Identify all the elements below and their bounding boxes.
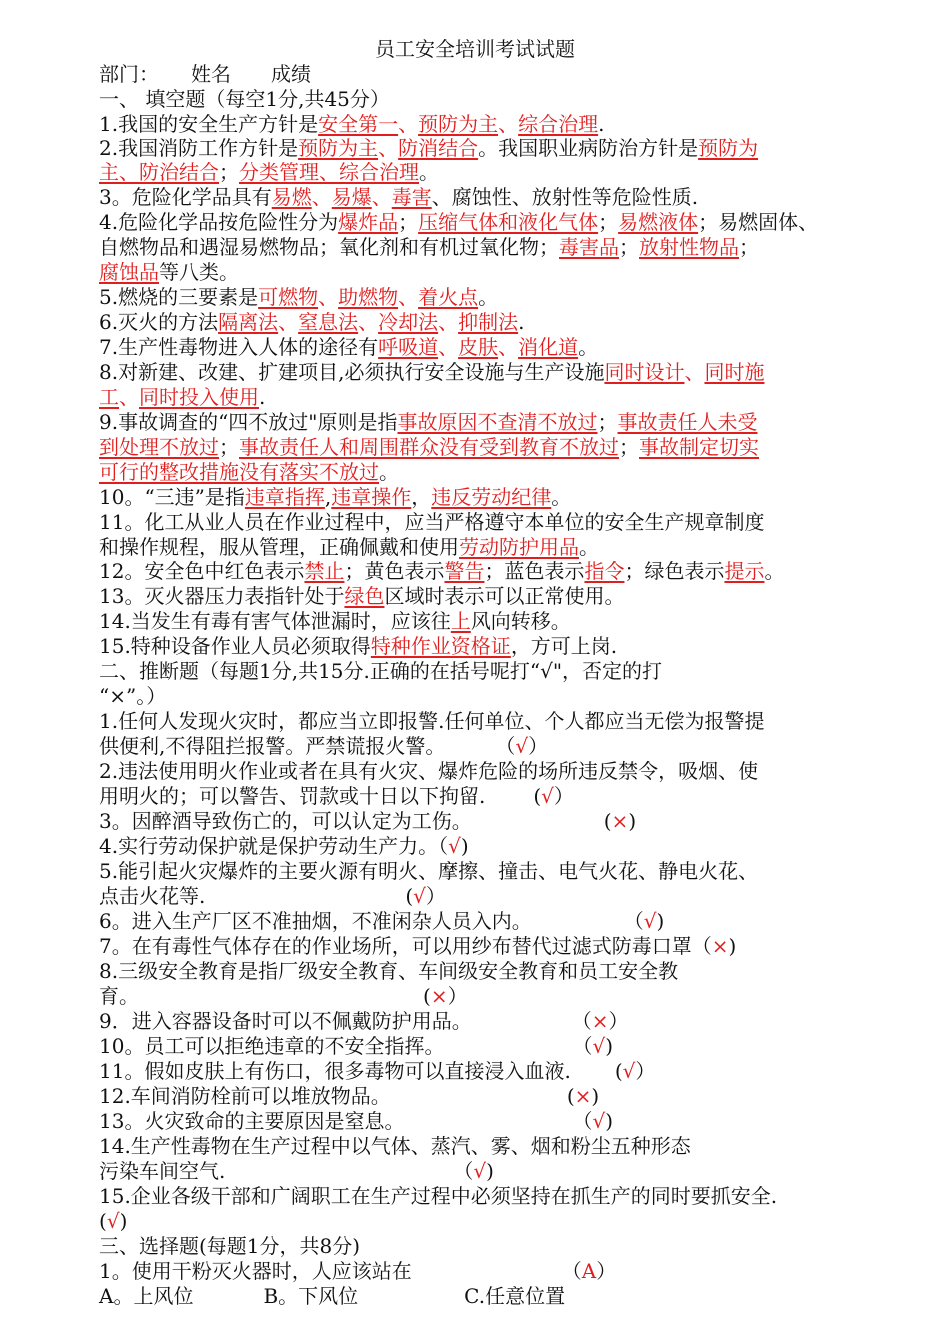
judge-question-14-cont [99, 1159, 494, 1184]
choice-question-1 [99, 1259, 616, 1284]
dept-label: 部门： [99, 62, 159, 86]
fill-question-8-cont [99, 385, 265, 410]
judge-question-15: 15.企业各级干部和广阔职工在生产过程中必须坚持在抓生产的同时要抓安全. [99, 1184, 778, 1208]
fill-question-4-cont2 [99, 260, 239, 285]
answer: 预防为主 [418, 112, 499, 136]
separator: 、 [278, 310, 299, 334]
paren: （ [438, 834, 449, 858]
answer: 消化道 [518, 335, 579, 359]
q-text: 。 [764, 559, 785, 583]
judge-question-8: 8.三级安全教育是指厂级安全教育、车间级安全教育和员工安全教 [99, 959, 679, 983]
q-text: 7.生产性毒物进入人体的途径有 [99, 335, 379, 359]
paren: ） [425, 884, 446, 908]
separator: ， [411, 485, 432, 509]
q-text: 污染车间空气. [99, 1159, 226, 1183]
answer: 隔离法 [218, 310, 279, 334]
paren: ） [608, 1009, 629, 1033]
answer-mark: A [581, 1259, 597, 1283]
q-text: 6。进入生产厂区不准抽烟，不准闲杂人员入内。 [99, 909, 532, 933]
judge-question-10 [99, 1034, 613, 1059]
answer: 防消结合 [398, 136, 479, 160]
answer: 分类管理、综合治理 [239, 160, 419, 184]
q-text: 。 [578, 335, 599, 359]
answer: 违章操作 [331, 485, 412, 509]
answer: 爆炸品 [338, 210, 399, 234]
answer: 可行的整改措施没有落实不放过 [99, 460, 379, 484]
paren: （ [691, 934, 712, 958]
q-text: 。 [551, 485, 572, 509]
paren: ) [605, 1034, 614, 1058]
q-text: 。 [579, 535, 599, 559]
answer: 同时施 [704, 360, 765, 384]
q-text: 1。使用干粉灭火器时，人应该站在 [99, 1259, 412, 1283]
q-text: 12。安全色中红色表示 [99, 559, 305, 583]
q-text: 。 [478, 285, 499, 309]
answer-mark: √ [592, 1034, 606, 1058]
fill-question-14 [99, 609, 571, 634]
answer: 警告 [444, 559, 485, 583]
separator: 、 [311, 185, 332, 209]
q-text: 供便利,不得阻拦报警。严禁谎报火警。 [99, 734, 446, 758]
judge-question-13 [99, 1109, 613, 1134]
separator: 、 [438, 310, 459, 334]
fill-question-9 [99, 410, 758, 435]
q-text: ，方可上岗. [510, 634, 618, 658]
answer: 抑制法 [458, 310, 519, 334]
paren: （ [572, 1034, 593, 1058]
answer-mark: √ [592, 1109, 606, 1133]
q-text: 7。在有毒性气体存在的作业场所，可以用纱布替代过滤式防毒口罩 [99, 934, 692, 958]
choice-options [99, 1284, 565, 1309]
fill-question-4-cont [99, 235, 759, 260]
paren: ) [728, 934, 737, 958]
q-text: . [518, 310, 525, 334]
q-text: 点击火花等. [99, 884, 206, 908]
paren: （ [453, 1159, 474, 1183]
judge-question-2: 2.违法使用明火作业或者在具有火灾、爆炸危险的场所违反禁令，吸烟、使 [99, 759, 759, 783]
separator: ； [219, 160, 239, 184]
separator: ； [739, 235, 759, 259]
paren: ） [528, 734, 549, 758]
q-text: 5.燃烧的三要素是 [99, 285, 259, 309]
separator: ； [219, 435, 239, 459]
answer: 同时投入使用 [139, 385, 259, 409]
fill-question-8 [99, 360, 764, 385]
paren: ( [405, 884, 414, 908]
q-text: 13。灭火器压力表指针处于 [99, 584, 345, 608]
q-text: 8.对新建、改建、扩建项目,必须执行安全设施与生产设施 [99, 360, 605, 384]
answer-mark: √ [473, 1159, 487, 1183]
q-text: 风向转移。 [470, 609, 571, 633]
answer: 特种作业资格证 [370, 634, 511, 658]
separator: 、 [398, 285, 419, 309]
paren: ) [460, 834, 469, 858]
fill-question-9-cont2 [99, 460, 399, 485]
answer-mark: × [574, 1084, 592, 1108]
judge-question-6 [99, 909, 664, 934]
fill-question-2-cont [99, 160, 439, 185]
answer: 事故责任人和周围群众没有受到教育不放过 [239, 435, 619, 459]
answer: 主、防治结合 [99, 160, 219, 184]
judge-question-12 [99, 1084, 599, 1109]
answer: 事故制定切实 [639, 435, 759, 459]
answer: 助燃物 [338, 285, 399, 309]
q-text: 9.事故调查的“四不放过"原则是指 [99, 410, 398, 434]
answer-mark: × [611, 809, 629, 833]
fill-question-1 [99, 112, 604, 137]
judge-question-9 [99, 1009, 629, 1034]
paren: ( [99, 1209, 107, 1233]
q-text: 用明火的；可以警告、罚款或十日以下拘留. [99, 784, 486, 808]
answer: 冷却法 [378, 310, 439, 334]
q-text: ；黄色表示 [344, 559, 445, 583]
judge-question-5-cont [99, 884, 446, 909]
answer-mark: √ [106, 1209, 120, 1233]
fill-question-11: 11。化工从业人员在作业过程中，应当严格遵守本单位的安全生产规章制度 [99, 510, 765, 534]
q-text: 15.特种设备作业人员必须取得 [99, 634, 371, 658]
paren: ) [605, 1109, 614, 1133]
answer: 窒息法 [298, 310, 359, 334]
q-text: 自燃物品和遇湿易燃物品；氧化剂和有机过氧化物； [99, 235, 559, 259]
fill-question-13 [99, 584, 624, 609]
paren: ) [591, 1084, 600, 1108]
answer-mark: √ [622, 1059, 636, 1083]
paren: ） [553, 784, 574, 808]
answer: 预防为 [698, 136, 759, 160]
q-text: 区域时表示可以正常使用。 [384, 584, 625, 608]
answer: 绿色 [344, 584, 385, 608]
q-text: 4.危险化学品按危险性分为 [99, 210, 339, 234]
option-a: A。上风位 [99, 1284, 194, 1308]
judge-question-14: 14.生产性毒物在生产过程中以气体、蒸汽、雾、烟和粉尘五种形态 [99, 1134, 691, 1158]
fill-question-9-cont [99, 435, 759, 460]
paren: ( [423, 984, 431, 1008]
q-text: 12.车间消防栓前可以堆放物品。 [99, 1084, 391, 1108]
q-text: 4.实行劳动保护就是保护劳动生产力。 [99, 834, 439, 858]
q-text: . [598, 112, 605, 136]
separator: ； [398, 210, 419, 234]
answer: 安全第一 [318, 112, 399, 136]
q-text: 2.我国消防工作方针是 [99, 136, 299, 160]
answer: 事故原因不查清不放过 [397, 410, 598, 434]
fill-question-3 [99, 185, 698, 210]
answer: 易爆 [331, 185, 372, 209]
paren: ) [486, 1159, 494, 1183]
separator: 、 [398, 112, 419, 136]
q-text: 1.我国的安全生产方针是 [99, 112, 319, 136]
answer: 上 [450, 609, 471, 633]
q-text: 等八类。 [159, 260, 239, 284]
answer: 毒害品 [559, 235, 619, 259]
answer: 违章指挥 [244, 485, 325, 509]
q-text: 6.灭火的方法 [99, 310, 219, 334]
answer-mark: × [430, 984, 448, 1008]
q-text: 、腐蚀性、放射性等危险性质. [431, 185, 699, 209]
answer-mark: √ [413, 884, 426, 908]
q-text: 13。火灾致命的主要原因是窒息。 [99, 1109, 405, 1133]
section-1-heading: 一、 填空题（每空1分,共45分） [99, 87, 390, 111]
paren: （ [571, 1009, 592, 1033]
fill-question-5 [99, 285, 498, 310]
separator: 、 [119, 385, 139, 409]
answer: 易燃液体 [618, 210, 699, 234]
answer-mark: √ [541, 784, 554, 808]
paren: ) [628, 809, 637, 833]
separator: 、 [318, 285, 339, 309]
answer: 工 [99, 385, 119, 409]
section-2-heading: 二、推断题（每题1分,共15分.正确的在括号呢打“√"，否定的打 [99, 659, 663, 683]
fill-question-12 [99, 559, 784, 584]
answer-mark: √ [448, 834, 461, 858]
answer: 可燃物 [258, 285, 319, 309]
page-title: 员工安全培训考试试题 [375, 37, 575, 61]
judge-question-15-cont [99, 1209, 127, 1234]
q-text: 14.当发生有毒有害气体泄漏时，应该往 [99, 609, 451, 633]
paren: ( [533, 784, 542, 808]
q-text: 和操作规程，服从管理，正确佩戴和使用 [99, 535, 459, 559]
separator: 、 [498, 335, 519, 359]
q-text: ；易燃固体、 [698, 210, 819, 234]
answer: 劳动防护用品 [459, 535, 579, 559]
q-text: 育。 [99, 984, 139, 1008]
q-text: 3。因醉酒导致伤亡的，可以认定为工伤。 [99, 809, 472, 833]
paren: （ [495, 734, 516, 758]
judge-question-1: 1.任何人发现火灾时，都应当立即报警.任何单位、个人都应当无偿为报警提 [99, 709, 765, 733]
paren: ( [566, 1084, 575, 1108]
answer: 皮肤 [458, 335, 499, 359]
section-2-heading-cont: “×”。） [99, 684, 167, 708]
answer: 呼吸道 [378, 335, 439, 359]
paren: ） [596, 1259, 617, 1283]
paren: ( [614, 1059, 623, 1083]
option-b: B。下风位 [263, 1284, 359, 1308]
paren: （ [623, 909, 644, 933]
separator: 、 [371, 185, 392, 209]
answer: 毒害 [391, 185, 432, 209]
answer: 指令 [584, 559, 625, 583]
paren: ) [119, 1209, 128, 1233]
section-3-heading: 三、选择题(每题1分，共8分) [99, 1234, 361, 1258]
q-text: 9．进入容器设备时可以不佩戴防护用品。 [99, 1009, 472, 1033]
judge-question-11 [99, 1059, 655, 1084]
option-c: C.任意位置 [464, 1284, 566, 1308]
fill-question-4 [99, 210, 818, 235]
judge-question-8-cont [99, 984, 468, 1009]
judge-question-1-cont [99, 734, 548, 759]
header-fields [99, 62, 311, 87]
q-text: 10。员工可以拒绝违章的不安全指挥。 [99, 1034, 445, 1058]
score-label: 成绩 [271, 62, 311, 86]
paren: ） [447, 984, 468, 1008]
separator: 、 [684, 360, 705, 384]
answer-mark: √ [643, 909, 657, 933]
answer: 放射性物品 [639, 235, 739, 259]
answer-mark: × [591, 1009, 609, 1033]
separator: 、 [378, 136, 399, 160]
separator: 、 [358, 310, 379, 334]
paren: （ [572, 1109, 593, 1133]
separator: , [324, 485, 332, 509]
judge-question-4 [99, 834, 469, 859]
separator: ； [597, 410, 618, 434]
q-text: 11。假如皮肤上有伤口，很多毒物可以直接浸入血液. [99, 1059, 571, 1083]
q-text: 10。“三违”是指 [99, 485, 245, 509]
answer: 易燃 [271, 185, 312, 209]
answer: 综合治理 [518, 112, 599, 136]
judge-question-7 [99, 934, 736, 959]
answer: 着火点 [418, 285, 479, 309]
fill-question-6 [99, 310, 524, 335]
q-text: 。 [379, 460, 399, 484]
answer: 禁止 [304, 559, 345, 583]
separator: 、 [438, 335, 459, 359]
judge-question-5: 5.能引起火灾爆炸的主要火源有明火、摩擦、撞击、电气火花、静电火花、 [99, 859, 759, 883]
answer: 腐蚀品 [99, 260, 159, 284]
judge-question-2-cont [99, 784, 574, 809]
answer: 同时设计 [604, 360, 685, 384]
answer: 提示 [724, 559, 765, 583]
separator: ； [619, 435, 639, 459]
paren: ） [635, 1059, 656, 1083]
answer: 预防为主 [298, 136, 379, 160]
separator: ； [619, 235, 639, 259]
answer: 事故责任人未受 [617, 410, 758, 434]
q-text: 。我国职业病防治方针是 [478, 136, 699, 160]
q-text: ；蓝色表示 [484, 559, 585, 583]
q-text: 。 [419, 160, 439, 184]
answer-mark: × [711, 934, 729, 958]
judge-question-3 [99, 809, 636, 834]
q-text: ；绿色表示 [624, 559, 725, 583]
fill-question-15 [99, 634, 617, 659]
separator: ； [598, 210, 619, 234]
answer-mark: √ [515, 734, 529, 758]
fill-question-10 [99, 485, 571, 510]
q-text: . [259, 385, 266, 409]
paren: ) [656, 909, 665, 933]
separator: 、 [498, 112, 519, 136]
answer: 违反劳动纪律 [431, 485, 552, 509]
q-text: 3。危险化学品具有 [99, 185, 272, 209]
answer: 到处理不放过 [99, 435, 219, 459]
fill-question-2 [99, 136, 758, 161]
paren: ( [603, 809, 612, 833]
fill-question-11-cont [99, 535, 599, 560]
fill-question-7 [99, 335, 598, 360]
name-label: 姓名 [191, 62, 231, 86]
answer: 压缩气体和液化气体 [418, 210, 599, 234]
paren: （ [561, 1259, 582, 1283]
